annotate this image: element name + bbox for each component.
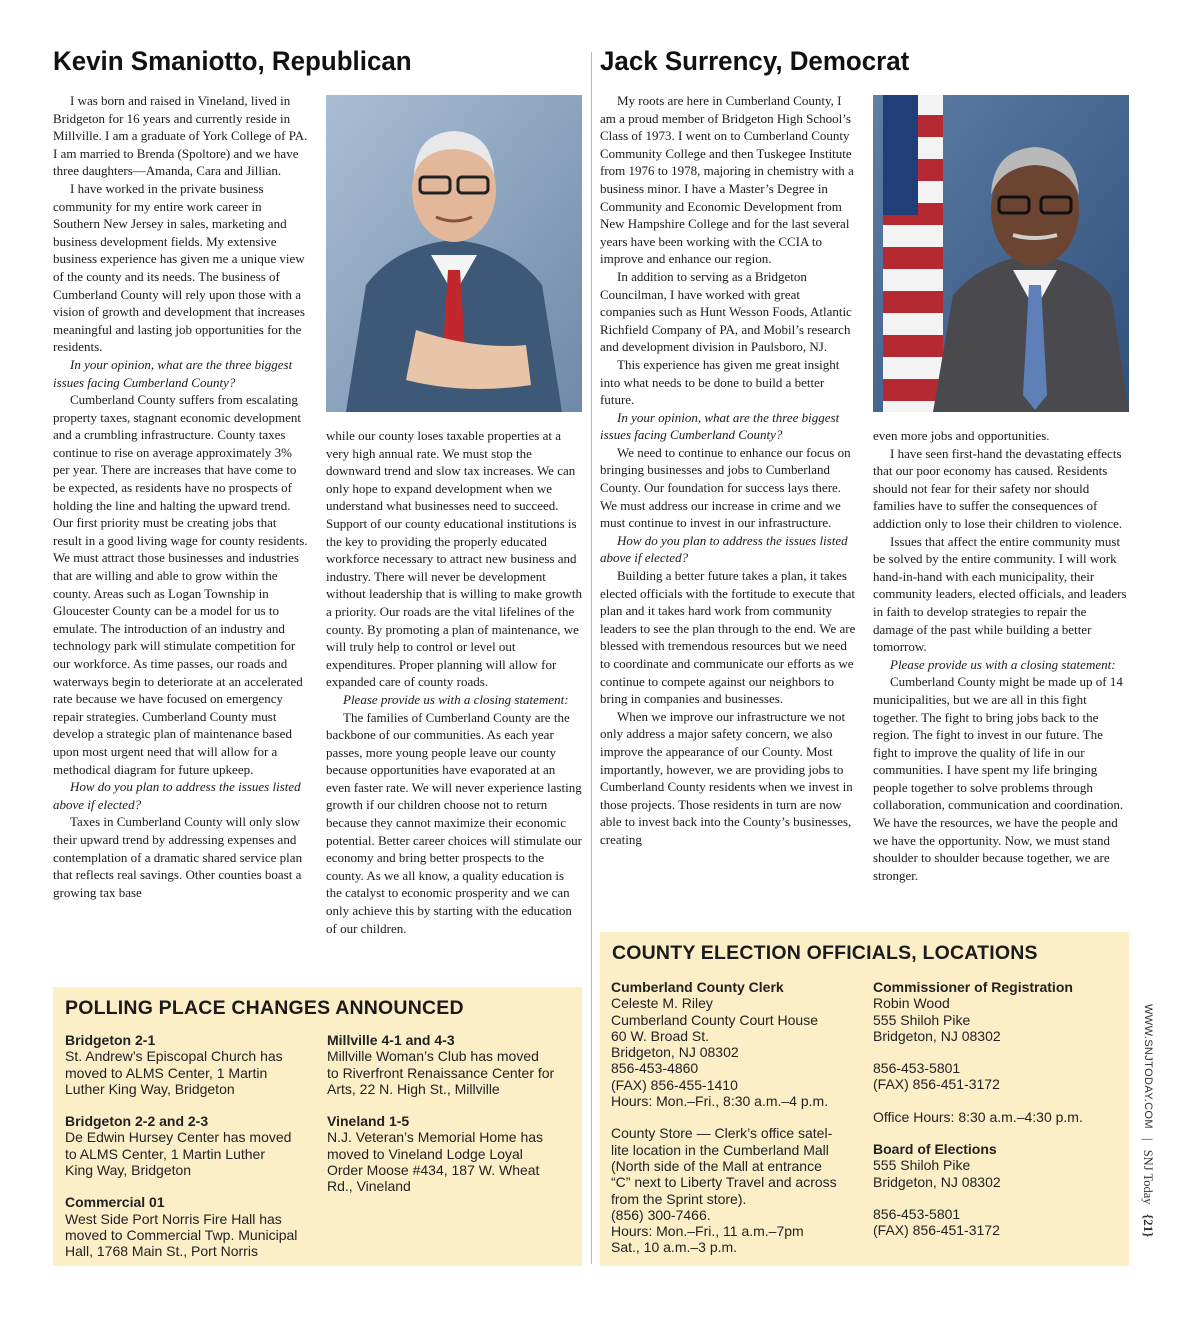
question-3: Please provide us with a closing statement: xyxy=(890,656,1116,672)
bio-paragraph: My roots are here in Cumberland County, I am a proud member of Bridgeton High School’s Class of 1973. I went on to Cumberland County Community College and then Tuskegee Institute from 1976 to 1978, majoring in chemistry with a business minor. I have a Master’s Degree in Community and Economic Development from New Hampshire College and for the last several years have been working with the CCIA to improve and enhance our region. xyxy=(600,93,854,267)
clerk-fax: (FAX) 856-455-1410 xyxy=(611,1076,738,1093)
answer-2: Taxes in Cumberland County will only slow their upward trend by addressing expenses and contemplation of a dramatic shared service plan that reflects real savings. Other counties boast a growing tax base xyxy=(53,814,303,900)
surrency-portrait-image xyxy=(873,95,1129,412)
smaniotto-photo xyxy=(326,95,582,412)
spacer xyxy=(873,1190,1125,1206)
registration-line: 555 Shiloh Pike xyxy=(873,1011,971,1028)
answer-2-continued: even more jobs and opportunities. xyxy=(873,428,1050,443)
question-1: In your opinion, what are the three biggest issues facing Cumberland County? xyxy=(53,356,293,390)
bio-paragraph: I have worked in the private business community for my entire work career in Southern New Jersey in sales, marketing and business development fields. My extensive business experience has given me a unique view of the county and its needs. The business of Cumberland County will rely upon those with a vision of growth and development that increases meaningful and lasting job opportunities for the residents. xyxy=(53,180,305,355)
question-2: How do you plan to address the issues listed above if elected? xyxy=(53,779,301,812)
polling-precinct-heading: Vineland 1-5 xyxy=(327,1113,410,1130)
answer-3: Cumberland County might be made up of 14 municipalities, but we are all in this fight together. The fight to bring jobs back to the region. The fight to invest in our future. The fight to improve the quality of life in our communities. I have spent my life bringing people together to solve problems through collaboration, communication and coordination. We have the resources, we have the people and we have the opportunity. Now, we must stand shoulder to shoulder because together, we are stronger. xyxy=(873,674,1124,883)
bio-paragraph: In addition to serving as a Bridgeton Councilman, I have worked with great companies such as Hunt Wesson Foods, Atlantic Richfield Company of PA, and Mobil’s research and development division in Paulsboro, NJ. xyxy=(600,268,852,355)
answer-2: When we improve our infrastructure we not only address a major safety concern, we also improve the appearance of our County. Most importantly, however, we are providing jobs to Cumberland County residents when we invest in those projects. Those residents in turn are now able to invest back into the County’s businesses, creating xyxy=(600,708,853,847)
polling-line: moved to ALMS Center, 1 Martin xyxy=(65,1064,268,1081)
registration-line: Robin Wood xyxy=(873,995,950,1012)
polling-line: Rd., Vineland xyxy=(327,1178,411,1195)
elections-line: Bridgeton, NJ 08302 xyxy=(873,1173,1001,1190)
registration-heading: Commissioner of Registration xyxy=(873,979,1073,995)
smaniotto-column-1 xyxy=(53,92,308,901)
polling-line: Order Moose #434, 187 W. Wheat xyxy=(327,1162,540,1179)
answer-3: The families of Cumberland County are the backbone of our communities. As each year passes, more young people leave our county because opportunities have evaporated at an even faster rate. We will never experience lasting growth if our children choose not to return because they cannot maximize their economic potential. Better career choices will stimulate our economy and bring better prospects to the county. As we all know, a quality education is the catalyst to economic prosperity and we can only achieve this by starting with the education of our children. xyxy=(326,709,582,936)
spacer xyxy=(873,1044,1125,1060)
bio-paragraph: This experience has given me great insight into what needs to be done to build a better future. xyxy=(600,356,840,408)
polling-line: King Way, Bridgeton xyxy=(65,1162,192,1179)
answer-2-continued: while our county loses taxable properties at a very high annual rate. We must stop the downward trend and slow tax increases. We can only hope to expand development when we understand what businesses need to succeed. Support of our county educational institutions is the key to providing the properly educated workforce necessary to attract new business and industry. There will never be development without leadership that is willing to make growth a priority. Our roads are the vital lifelines of the county. By promoting a plan of maintenance, we will truly help to control or level out expenditures. Proper planning will allow for expanded care of county roads. xyxy=(326,428,582,690)
polling-line: De Edwin Hursey Center has moved xyxy=(65,1129,292,1146)
polling-precinct-heading: Bridgeton 2-1 xyxy=(65,1032,156,1048)
polling-line: Arts, 22 N. High St., Millville xyxy=(327,1080,500,1097)
answer-1: We need to continue to enhance our focus on bringing businesses and jobs to Cumberland County. Our foundation for success lays there. We must address our increase in crime and we must continue to invest in our infrastructure. xyxy=(600,444,851,531)
officials-right-column xyxy=(873,979,1125,1239)
surrency-column-2 xyxy=(873,427,1130,884)
county-store-hours: Hours: Mon.–Fri., 11 a.m.–7pm xyxy=(611,1223,804,1240)
county-store-hours: Sat., 10 a.m.–3 p.m. xyxy=(611,1239,738,1256)
surrency-photo xyxy=(873,95,1129,412)
polling-entry xyxy=(327,1113,577,1194)
question-1: In your opinion, what are the three biggest issues facing Cumberland County? xyxy=(600,409,840,443)
polling-line: St. Andrew’s Episcopal Church has xyxy=(65,1048,283,1065)
polling-entry xyxy=(65,1194,323,1259)
polling-precinct-heading: Bridgeton 2-2 and 2-3 xyxy=(65,1113,209,1130)
polling-line: moved to Commercial Twp. Municipal xyxy=(65,1226,298,1243)
publication-name: SNJ Today xyxy=(1141,1149,1155,1205)
polling-right-column xyxy=(327,1032,577,1211)
folio-separator: | xyxy=(1141,1138,1155,1141)
polling-line: to ALMS Center, 1 Martin Luther xyxy=(65,1145,265,1162)
polling-entry xyxy=(65,1113,323,1178)
polling-entry xyxy=(65,1032,323,1097)
clerk-line: 60 W. Broad St. xyxy=(611,1027,710,1044)
answer-2: I have seen first-hand the devastating effects that our poor economy has caused. Residents should not fear for their safety nor should families have to suffer the consequences of addiction only to lose their children to violence. xyxy=(873,445,1123,531)
bio-paragraph: I was born and raised in Vineland, lived in Bridgeton for 16 years and currently reside in Millville. I am a graduate of York College of PA. I am married to Brenda (Spoltore) and we have three daughters—Amanda, Cara and Jillian. xyxy=(53,93,308,179)
clerk-line: Celeste M. Riley xyxy=(611,995,713,1012)
spacer xyxy=(873,1125,1125,1141)
question-2: How do you plan to address the issues listed above if elected? xyxy=(600,532,848,566)
website-url[interactable]: WWW.SNJTODAY.COM xyxy=(1142,1004,1154,1129)
polling-precinct-heading: Commercial 01 xyxy=(65,1194,165,1211)
polling-line: Hall, 1768 Main St., Port Norris xyxy=(65,1243,258,1260)
polling-left-column xyxy=(65,1032,323,1276)
polling-line: Luther King Way, Bridgeton xyxy=(65,1080,235,1097)
polling-precinct-heading: Millville 4-1 and 4-3 xyxy=(327,1032,455,1048)
clerk-hours: Hours: Mon.–Fri., 8:30 a.m.–4 p.m. xyxy=(611,1093,829,1110)
county-store-line: from the Sprint store). xyxy=(611,1190,747,1207)
answer-2: Building a better future takes a plan, it takes elected officials with the fortitude to execute that plan and it takes hard work from community leaders to see the plan through to the end. We are blessed with tremendous resources but we need to coordinate and communicate our efforts as we continue to compete against our neighbors to bring in companies and businesses. xyxy=(600,568,856,707)
polling-line: Millville Woman’s Club has moved xyxy=(327,1048,539,1065)
polling-line: moved to Vineland Lodge Loyal xyxy=(327,1145,523,1162)
column-divider xyxy=(591,52,592,1264)
clerk-line: Cumberland County Court House xyxy=(611,1011,818,1028)
polling-line: N.J. Veteran’s Memorial Home has xyxy=(327,1129,544,1146)
polling-line: West Side Port Norris Fire Hall has xyxy=(65,1210,282,1227)
officials-box-title: COUNTY ELECTION OFFICIALS, LOCATIONS xyxy=(612,942,1038,964)
registration-fax: (FAX) 856-451-3172 xyxy=(873,1076,1000,1093)
elections-phone[interactable]: 856-453-5801 xyxy=(873,1205,961,1222)
headline-republican: Kevin Smaniotto, Republican xyxy=(53,46,412,76)
spacer xyxy=(873,1093,1125,1109)
election-officials-box xyxy=(600,932,1129,1266)
answer-1: Cumberland County suffers from escalating property taxes, stagnant economic development and a crumbling infrastructure. County taxes continue to rise on average approximately 3% per year. There are increases that have come to be expected, as residents have no prospects of holding the line and halting the upward trend. Our first priority must be creating jobs that result in a good living wage for county residents. We must attract those businesses and industries that are willing and able to grow within the county. Areas such as Logan Township in Gloucester County can be a model for us to emulate. The introduction of an industry and technology park will stimulate competition for our workforce. As time passes, our roads and waterways begin to deteriorate at an accelerated rate because we have focused on emergency repair strategies. Cumberland County must develop a strategic plan of maintenance based upon most urgent need that will allow for a methodical diagram for future upkeep. xyxy=(53,392,308,777)
county-store-line: County Store — Clerk’s office satel- xyxy=(611,1125,833,1142)
question-3: Please provide us with a closing statement: xyxy=(343,691,569,707)
clerk-heading: Cumberland County Clerk xyxy=(611,979,784,995)
page-number: {21} xyxy=(1141,1213,1156,1237)
page-folio xyxy=(1140,1004,1156,1266)
county-store-phone[interactable]: (856) 300-7466. xyxy=(611,1206,711,1223)
surrency-column-1 xyxy=(600,92,857,849)
county-store-line: lite location in the Cumberland Mall xyxy=(611,1141,829,1158)
elections-fax: (FAX) 856-451-3172 xyxy=(873,1222,1000,1239)
clerk-phone[interactable]: 856-453-4860 xyxy=(611,1060,699,1077)
registration-line: Bridgeton, NJ 08302 xyxy=(873,1027,1001,1044)
smaniotto-column-2 xyxy=(326,427,582,937)
american-flag xyxy=(883,95,943,412)
registration-phone[interactable]: 856-453-5801 xyxy=(873,1060,961,1077)
answer-2: Issues that affect the entire community must be solved by the entire community. I will work hand-in-hand with each municipality, their community leaders, elected officials, and leaders in faith to develop strategies to repair the damage of the past while building a better tomorrow. xyxy=(873,533,1127,655)
county-store-line: “C” next to Liberty Travel and across xyxy=(611,1174,837,1191)
smaniotto-portrait-image xyxy=(326,95,582,412)
elections-heading: Board of Elections xyxy=(873,1141,997,1158)
county-store-line: (North side of the Mall at entrance xyxy=(611,1157,822,1174)
spacer xyxy=(611,1109,866,1125)
clerk-line: Bridgeton, NJ 08302 xyxy=(611,1044,739,1061)
officials-left-column xyxy=(611,979,866,1256)
headline-democrat: Jack Surrency, Democrat xyxy=(600,46,910,76)
registration-hours: Office Hours: 8:30 a.m.–4:30 p.m. xyxy=(873,1108,1083,1125)
polling-place-box xyxy=(53,987,582,1266)
polling-line: to Riverfront Renaissance Center for xyxy=(327,1064,555,1081)
elections-line: 555 Shiloh Pike xyxy=(873,1157,971,1174)
polling-entry xyxy=(327,1032,577,1097)
polling-box-title: POLLING PLACE CHANGES ANNOUNCED xyxy=(65,997,464,1019)
